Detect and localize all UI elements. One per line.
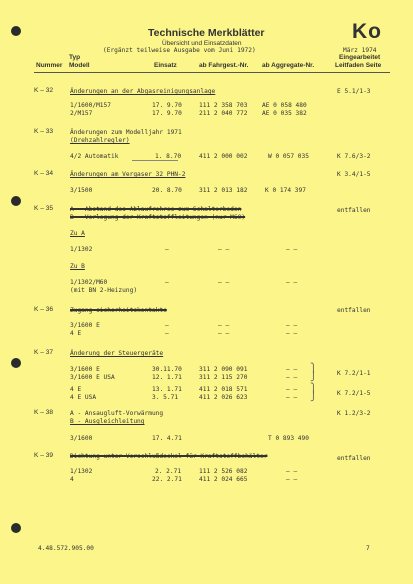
row-aggregate: – – xyxy=(286,394,298,401)
col-aggregate: ab Aggregate-Nr. xyxy=(262,62,315,69)
row-aggregate: – – xyxy=(286,366,298,373)
entry-title-line2: B - Ausgleichleitung xyxy=(70,418,145,425)
entry-number: K – 32 xyxy=(34,87,54,94)
col-fahrgest: ab Fahrgest.-Nr. xyxy=(199,62,249,69)
row-fahrgest: 111 2 358 703 xyxy=(199,102,248,109)
row-einsatz: 13. 1.71 xyxy=(152,386,182,393)
entry-number: K – 33 xyxy=(34,128,54,135)
row-model: 4 E xyxy=(70,330,82,337)
entry-reference: entfallen xyxy=(337,307,371,314)
entry-number: K – 35 xyxy=(34,205,54,212)
row-aggregate: W 0 057 035 xyxy=(268,153,309,160)
row-einsatz: 12. 1.71 xyxy=(152,374,182,381)
col-modell: Modell xyxy=(69,62,90,69)
entry-title-struck: A - Abstand des Ablaufrohres zum Schalterboden xyxy=(70,206,242,213)
entry-title-line2: (Drehzahlregler) xyxy=(70,137,130,144)
row-aggregate: – – xyxy=(286,279,298,286)
sub-heading: Zu A xyxy=(70,230,85,237)
row-model: 3/1600 xyxy=(70,435,93,442)
row-model: 3/1500 xyxy=(70,187,93,194)
row-einsatz: 2. 2.71 xyxy=(155,468,182,475)
entry-title: Änderungen am Vergaser 32 PHN-2 xyxy=(70,171,186,178)
entry-title-line2-struck: B - Verlegung der Kraftstoffleitungen (nur M60) xyxy=(70,214,246,221)
col-nummer: Nummer xyxy=(36,62,63,69)
row-aggregate: – – xyxy=(286,374,298,381)
row-fahrgest: 211 2 040 772 xyxy=(199,110,248,117)
col-typ: Typ xyxy=(69,54,81,61)
header-rule xyxy=(34,72,390,73)
row-aggregate: AE 0 035 382 xyxy=(262,110,307,117)
row-aggregate: – – xyxy=(286,330,298,337)
row-aggregate: AE 0 058 480 xyxy=(262,102,307,109)
row-aggregate: K 0 174 397 xyxy=(265,187,306,194)
page-number: 7 xyxy=(366,545,370,552)
binder-hole xyxy=(11,26,21,36)
binder-hole xyxy=(11,196,21,206)
row-aggregate: – – xyxy=(286,468,298,475)
col-einsatz: Einsatz xyxy=(154,62,177,69)
row-aggregate: T 0 893 490 xyxy=(268,435,309,442)
entry-reference: K 1.2/3-2 xyxy=(337,410,371,417)
row-fahrgest: 111 2 526 082 xyxy=(199,468,248,475)
row-fahrgest: – – xyxy=(218,330,230,337)
entry-number: K – 38 xyxy=(34,409,54,416)
sub-heading: Zu B xyxy=(70,263,85,270)
bracket: ⎫ ⎭ xyxy=(310,363,317,381)
col-leitseite: Leitfaden Seite xyxy=(335,62,382,69)
entry-number: K – 39 xyxy=(34,452,54,459)
row-fahrgest: 411 2 024 665 xyxy=(199,476,248,483)
row-model: 4 xyxy=(70,476,74,483)
row-aggregate: – – xyxy=(286,322,298,329)
entry-reference: K 7.2/1-5 xyxy=(337,390,371,397)
entry-reference: K 3.4/1-5 xyxy=(337,171,371,178)
row-model: 3/1600 E USA xyxy=(70,374,115,381)
row-model: 1/1600/M157 xyxy=(70,102,111,109)
row-aggregate: – – xyxy=(286,476,298,483)
entry-reference: K 7.6/3-2 xyxy=(337,153,371,160)
row-model: 2/M157 xyxy=(70,110,93,117)
row-fahrgest: – – xyxy=(218,279,230,286)
page-title: Technische Merkblätter xyxy=(148,27,265,39)
entry-reference: E 5.1/1-3 xyxy=(337,88,371,95)
row-einsatz: 1. 8.70 xyxy=(155,153,182,160)
row-fahrgest: 311 2 115 270 xyxy=(199,374,248,381)
row-einsatz: – xyxy=(165,246,169,253)
row-aggregate: – – xyxy=(286,386,298,393)
entry-number: K – 34 xyxy=(34,170,54,177)
row-einsatz: 3. 5.71 xyxy=(152,394,179,401)
row-fahrgest: 411 2 026 623 xyxy=(199,394,248,401)
row-model: 3/1600 E xyxy=(70,322,100,329)
entry-title: A - Ansaugluft-Vorwärmung xyxy=(70,410,164,417)
row-fahrgest: 311 2 090 091 xyxy=(199,366,248,373)
row-fahrgest: – – xyxy=(218,246,230,253)
row-aggregate: – – xyxy=(286,246,298,253)
page-subtitle: Übersicht und Einsatzdaten xyxy=(162,40,242,47)
row-model: 4/2 Automatik xyxy=(70,153,119,160)
row-einsatz: – xyxy=(165,279,169,286)
row-model: 1/1302 xyxy=(70,246,93,253)
col-eingearbeitet: Eingearbeitet xyxy=(339,54,381,61)
entry-title-struck: Zugang sicherheitskontakte xyxy=(70,307,167,314)
entry-title: Änderungen zum Modelljahr 1971 xyxy=(70,129,182,136)
row-fahrgest: 311 2 013 182 xyxy=(199,187,248,194)
logo-mark: Ko xyxy=(352,20,382,43)
row-einsatz: 17. 4.71 xyxy=(152,435,182,442)
row-fahrgest: – – xyxy=(218,322,230,329)
row-model: 1/1302 xyxy=(70,468,93,475)
binder-hole xyxy=(11,358,21,368)
row-einsatz: – xyxy=(165,322,169,329)
row-fahrgest: 411 2 018 571 xyxy=(199,386,248,393)
row-einsatz: 22. 2.71 xyxy=(152,476,182,483)
row-model: 4 E USA xyxy=(70,394,97,401)
row-einsatz: 17. 9.70 xyxy=(152,110,182,117)
entry-number: K – 37 xyxy=(34,349,54,356)
row-model: 3/1600 E xyxy=(70,366,100,373)
entry-title-struck: Dichtung unter Verschlußdeckel für Kraftstoffbehälter xyxy=(70,453,268,460)
row-einsatz: 30.11.70 xyxy=(152,366,182,373)
row-einsatz: – xyxy=(165,330,169,337)
entry-reference: entfallen xyxy=(337,207,371,214)
document-number: 4.48.572.905.00 xyxy=(38,545,94,552)
row-model: 1/1302/M60 xyxy=(70,279,108,286)
issue-date: März 1974 xyxy=(343,47,377,54)
entry-title: Änderungen an der Abgasreinigungsanlage xyxy=(70,88,216,95)
leader-line xyxy=(132,160,178,161)
entry-reference: K 7.2/1-1 xyxy=(337,370,371,377)
row-model-note: (mit BN 2-Heizung) xyxy=(70,287,138,294)
entry-reference: entfallen xyxy=(337,455,371,462)
row-fahrgest: 411 2 000 002 xyxy=(199,153,248,160)
bracket: ⎫ ⎭ xyxy=(310,383,317,401)
entry-number: K – 36 xyxy=(34,306,54,313)
row-model: 4 E xyxy=(70,386,82,393)
row-einsatz: 17. 9.70 xyxy=(152,102,182,109)
row-einsatz: 20. 8.70 xyxy=(152,187,182,194)
binder-hole xyxy=(11,523,21,533)
edition-note: (Ergänzt teilweise Ausgabe vom Juni 1972) xyxy=(103,47,256,54)
entry-title: Änderung der Steuergeräte xyxy=(70,350,164,357)
